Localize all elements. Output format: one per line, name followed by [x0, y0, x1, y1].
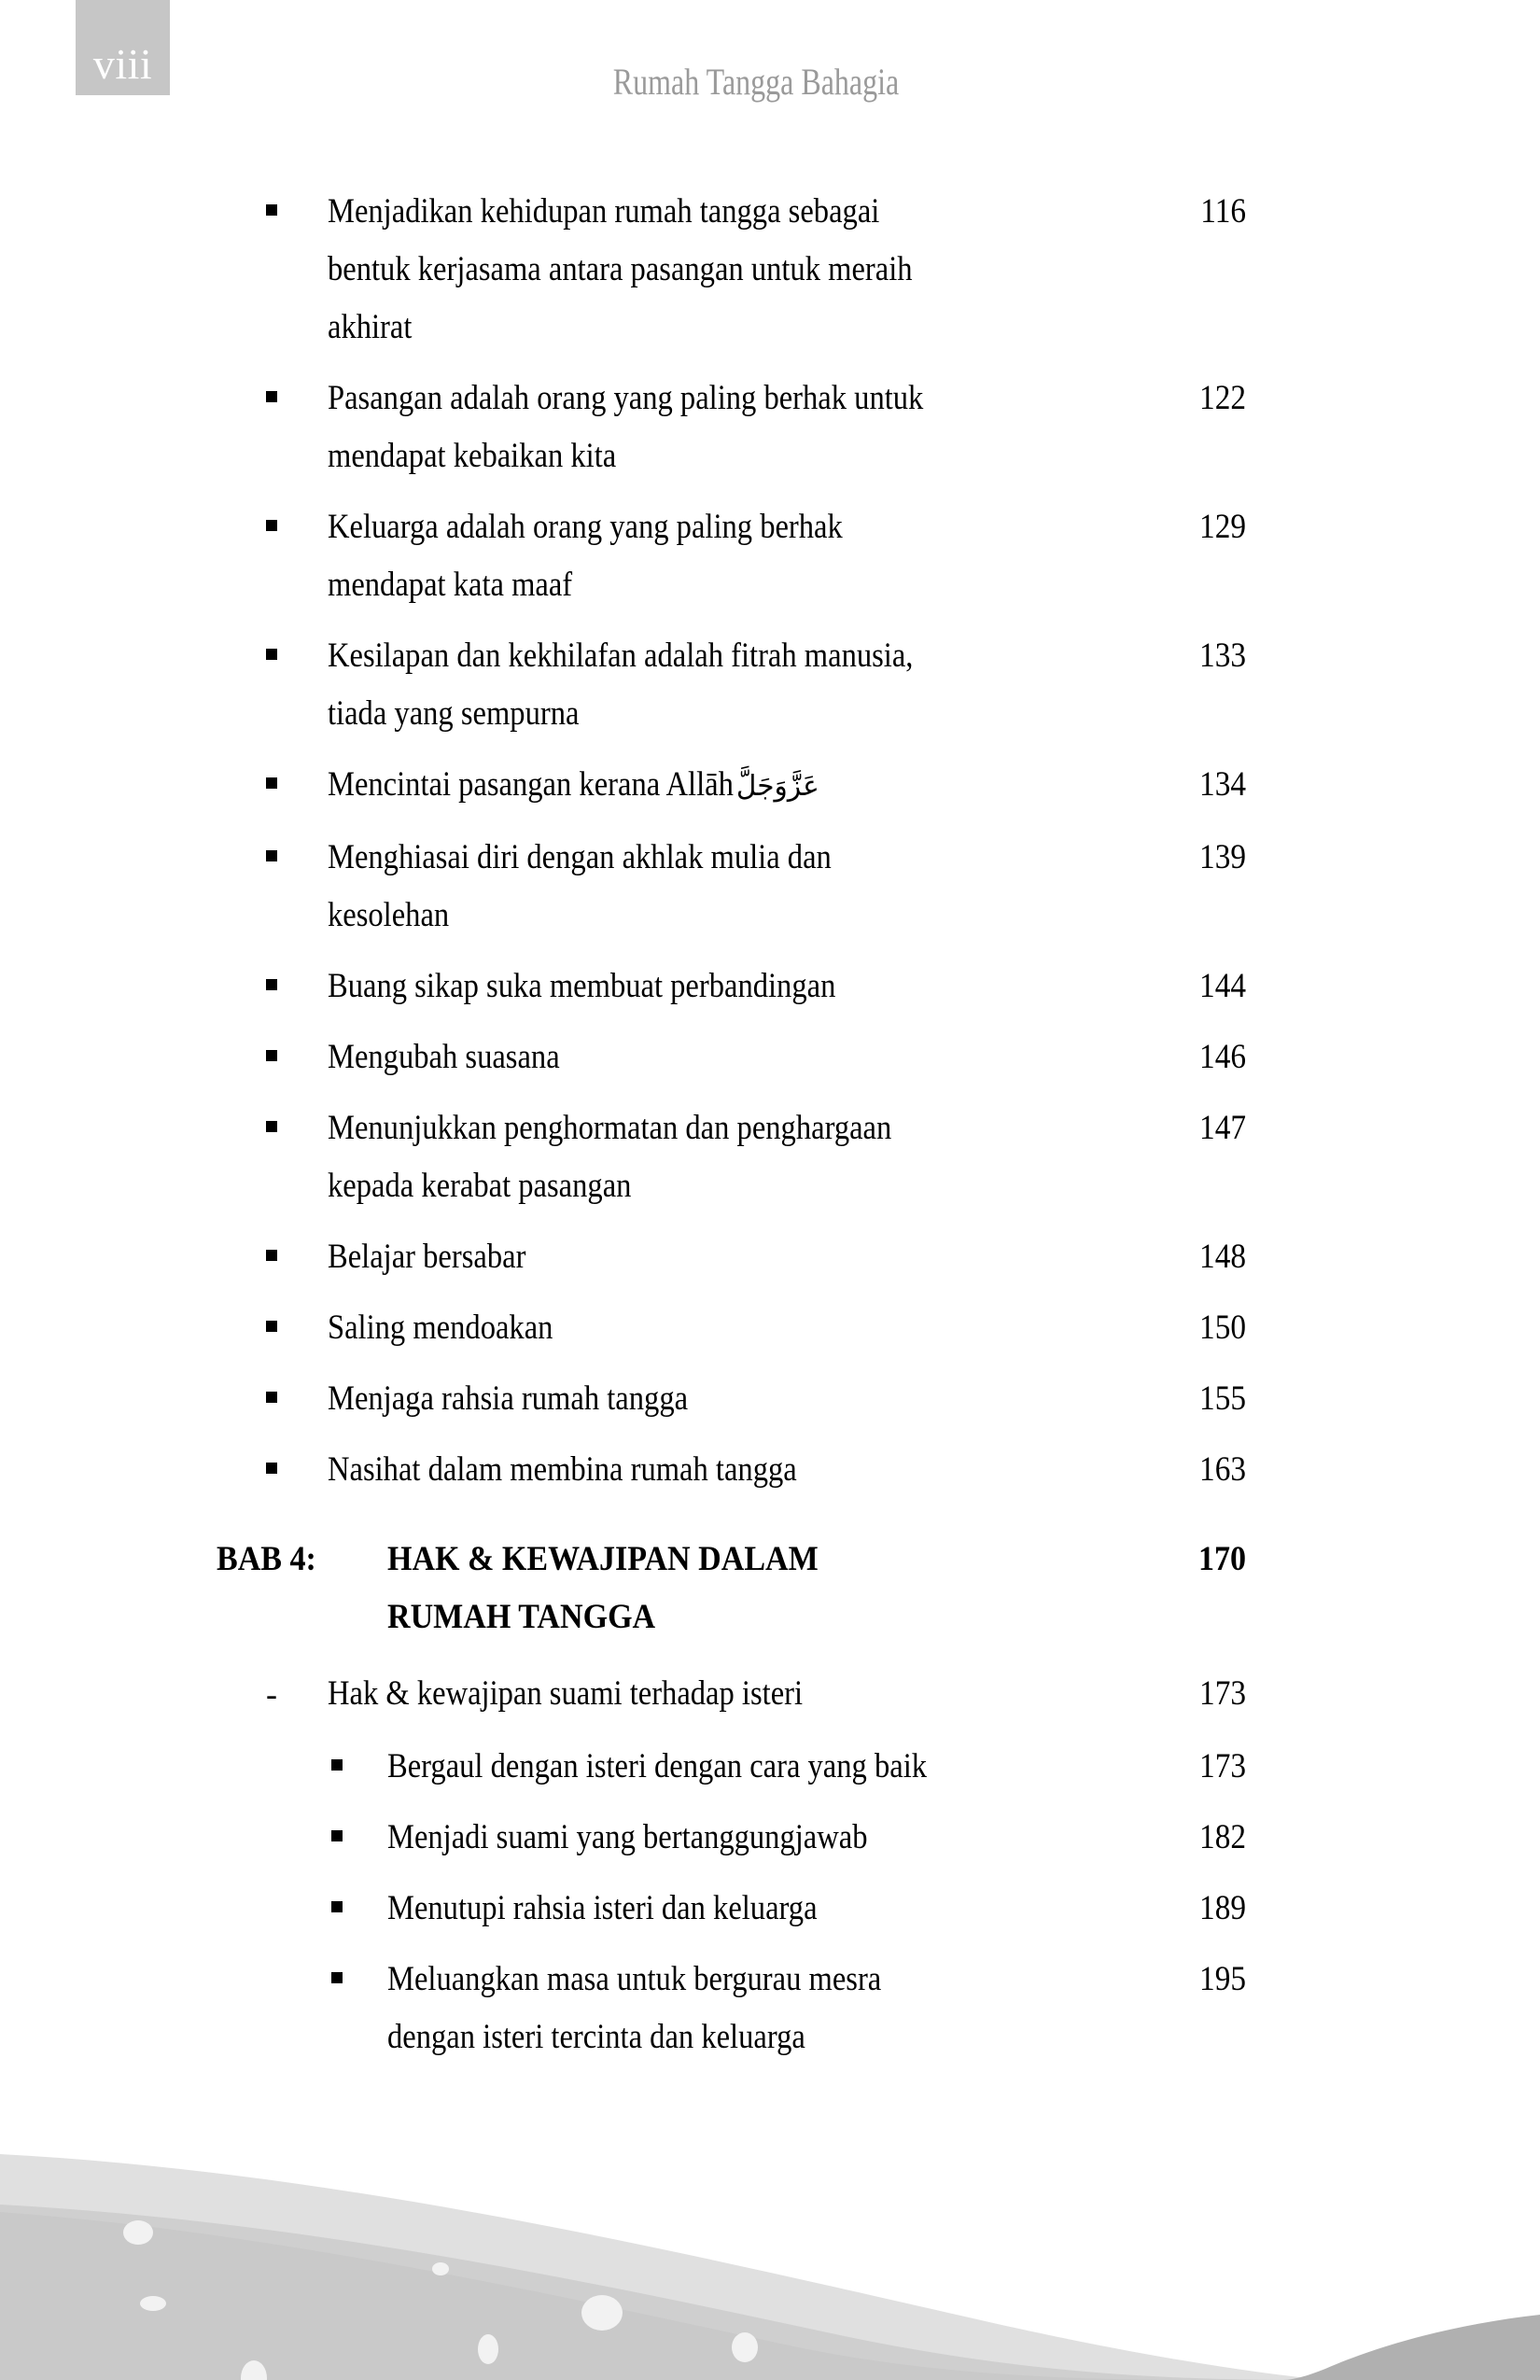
chapter-page-number: 170	[1197, 1540, 1246, 1578]
toc-entry-label: Menjadi suami yang bertanggungjawab	[387, 1818, 868, 1856]
toc-entry-page-number: 189	[1199, 1889, 1246, 1927]
toc-entry-page-number: 148	[1199, 1238, 1246, 1276]
toc-entry-label: Saling mendoakan	[328, 1309, 553, 1347]
toc-entry[interactable]	[0, 1099, 1540, 1215]
dot	[581, 2295, 623, 2331]
square-bullet-icon	[266, 958, 328, 1015]
toc-entry-page-number: 139	[1199, 838, 1246, 876]
table-of-contents	[0, 183, 1540, 2079]
toc-entry[interactable]	[0, 1738, 1540, 1796]
toc-entry[interactable]	[0, 1228, 1540, 1286]
square-glyph	[266, 204, 277, 216]
toc-entry-page-number: 163	[1199, 1450, 1246, 1489]
toc-entry-page-number: 195	[1199, 1960, 1246, 1998]
square-glyph	[331, 1972, 343, 1983]
square-bullet-icon	[266, 1099, 328, 1157]
wave-dots	[123, 2220, 758, 2380]
toc-entry-label: Belajar bersabar	[328, 1238, 526, 1276]
toc-entry[interactable]	[0, 498, 1540, 614]
chapter-title: HAK & KEWAJIPAN DALAM RUMAH TANGGA	[387, 1540, 827, 1636]
square-bullet-icon	[266, 627, 328, 685]
running-header-title: Rumah Tangga Bahagia	[612, 61, 900, 103]
square-bullet-icon	[266, 370, 328, 427]
dot	[123, 2220, 153, 2245]
toc-entry[interactable]	[0, 1441, 1540, 1499]
toc-entry[interactable]	[0, 1029, 1540, 1086]
square-glyph	[266, 1121, 277, 1132]
dot	[478, 2334, 498, 2364]
toc-entry-page-number: 173	[1199, 1674, 1246, 1713]
wave-accent-shape	[1283, 2315, 1540, 2380]
toc-entry[interactable]	[0, 829, 1540, 945]
wave-light-shape	[0, 2154, 1325, 2380]
toc-entry[interactable]	[0, 1299, 1540, 1357]
wave-ornament-svg	[0, 2072, 1540, 2380]
toc-entry-label: Menutupi rahsia isteri dan keluarga	[387, 1889, 818, 1927]
folio-badge	[76, 0, 170, 95]
chapter-label: BAB 4:	[217, 1540, 316, 1578]
toc-entry-page-number: 133	[1199, 637, 1246, 675]
toc-entry-page-number: 129	[1199, 508, 1246, 546]
toc-entry-label: Kesilapan dan kekhilafan adalah fitrah manusia, tiada yang sempurna	[328, 637, 921, 733]
toc-entry-label: Menjaga rahsia rumah tangga	[328, 1379, 689, 1418]
toc-entry-page-number: 116	[1200, 192, 1246, 231]
square-bullet-icon	[266, 1029, 328, 1086]
toc-entry[interactable]	[0, 183, 1540, 357]
toc-entry[interactable]	[0, 1809, 1540, 1867]
square-glyph	[266, 777, 277, 789]
toc-chapter-heading[interactable]	[0, 1531, 1540, 1646]
dot	[732, 2332, 758, 2362]
toc-entry-label: Menghiasai diri dengan akhlak mulia dan kesolehan	[328, 838, 839, 934]
page-header	[0, 0, 1540, 131]
toc-entry-page-number: 182	[1199, 1818, 1246, 1856]
toc-entry-label: Pasangan adalah orang yang paling berhak untuk mendapat kebaikan kita	[328, 379, 931, 475]
square-glyph	[266, 649, 277, 660]
dash-glyph: -	[266, 1675, 277, 1713]
page-folio-number: viii	[92, 40, 153, 88]
square-bullet-icon	[331, 1738, 387, 1796]
toc-entry-page-number: 122	[1199, 379, 1246, 417]
toc-entry[interactable]	[0, 627, 1540, 743]
square-glyph	[331, 1830, 343, 1841]
dash-bullet-icon	[266, 1665, 328, 1725]
square-glyph	[266, 850, 277, 861]
toc-entry-label: Menjadikan kehidupan rumah tangga sebagai bentuk kerjasama antara pasangan untuk meraih akhirat	[328, 192, 920, 346]
square-glyph	[266, 520, 277, 531]
toc-entry-label: Keluarga adalah orang yang paling berhak mendapat kata maaf	[328, 508, 850, 604]
toc-entry-page-number: 144	[1199, 967, 1246, 1005]
arabic-honorific: عَزَّوَجَلَّ	[736, 770, 820, 803]
square-glyph	[266, 1321, 277, 1332]
square-glyph	[331, 1759, 343, 1771]
toc-entry[interactable]	[0, 958, 1540, 1015]
square-bullet-icon	[266, 498, 328, 556]
toc-entry-label: Meluangkan masa untuk bergurau mesra dengan isteri tercinta dan keluarga	[387, 1960, 889, 2056]
toc-entry[interactable]	[0, 1880, 1540, 1938]
square-glyph	[266, 1250, 277, 1261]
wave-dark-shape	[0, 2212, 1213, 2380]
toc-entry-label: Bergaul dengan isteri dengan cara yang baik	[387, 1747, 928, 1785]
square-bullet-icon	[331, 1809, 387, 1867]
toc-entry-label: Mengubah suasana	[328, 1038, 560, 1076]
wave-mid-shape	[0, 2205, 1307, 2380]
toc-entry-page-number: 147	[1199, 1109, 1246, 1147]
square-bullet-icon	[266, 1228, 328, 1286]
toc-entry-page-number: 155	[1199, 1379, 1246, 1418]
toc-entry[interactable]	[0, 1370, 1540, 1428]
square-bullet-icon	[266, 1370, 328, 1428]
square-bullet-icon	[331, 1951, 387, 2009]
toc-entry-label: Hak & kewajipan suami terhadap isteri	[328, 1674, 804, 1713]
square-bullet-icon	[266, 183, 328, 241]
square-glyph	[331, 1901, 343, 1912]
toc-entry-page-number: 134	[1199, 765, 1246, 804]
toc-entry-label: Buang sikap suka membuat perbandingan	[328, 967, 836, 1005]
square-bullet-icon	[331, 1880, 387, 1938]
square-glyph	[266, 391, 277, 402]
toc-entry-page-number: 173	[1199, 1747, 1246, 1785]
toc-entry[interactable]	[0, 1665, 1540, 1725]
dot	[432, 2262, 449, 2275]
square-bullet-icon	[266, 1299, 328, 1357]
square-glyph	[266, 979, 277, 990]
square-bullet-icon	[266, 829, 328, 887]
square-bullet-icon	[266, 756, 328, 814]
toc-entry-label: Nasihat dalam membina rumah tangga	[328, 1450, 797, 1489]
dot	[140, 2296, 166, 2311]
toc-entry[interactable]	[0, 1951, 1540, 2066]
toc-entry[interactable]	[0, 370, 1540, 485]
toc-entry-page-number: 146	[1199, 1038, 1246, 1076]
toc-entry-label: Mencintai pasangan kerana Allāh عَزَّوَجَلَّ	[328, 756, 952, 816]
dot	[241, 2360, 267, 2380]
toc-entry-page-number: 150	[1199, 1309, 1246, 1347]
square-bullet-icon	[266, 1441, 328, 1499]
square-glyph	[266, 1392, 277, 1403]
toc-entry[interactable]	[0, 756, 1540, 816]
square-glyph	[266, 1050, 277, 1061]
toc-entry-label: Menunjukkan penghormatan dan penghargaan kepada kerabat pasangan	[328, 1109, 900, 1205]
square-glyph	[266, 1463, 277, 1474]
footer-wave-ornament	[0, 2072, 1540, 2380]
